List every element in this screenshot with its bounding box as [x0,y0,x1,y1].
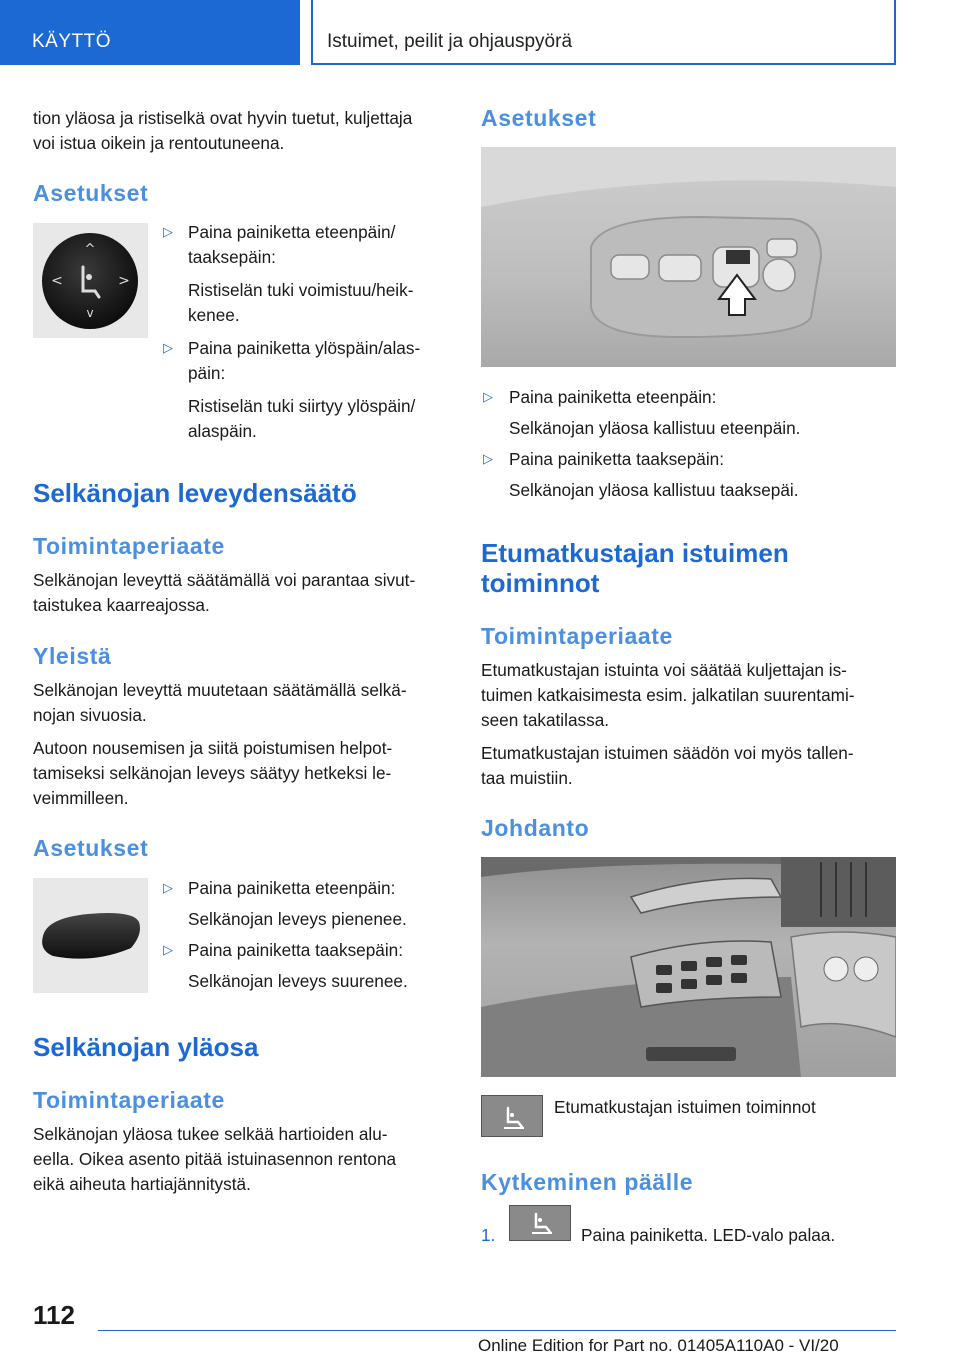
width-item-2-line-1: Paina painiketta taaksepäin: [188,940,403,960]
upper-backrest-heading: Selkänojan yläosa [33,1032,259,1062]
width-button-icon [33,878,148,993]
codriver-line-3: seen takatilassa. [481,710,610,730]
svg-text:^: ^ [84,242,96,257]
page-number: 112 [33,1300,75,1330]
lumbar-item-2-line-2: päin: [188,363,226,383]
lumbar-item-1-result-1: Ristiselän tuki voimistuu/heik- [188,280,414,300]
general-heading: Yleistä [33,643,112,669]
lumbar-item-1-line-2: taaksepäin: [188,247,276,267]
width-item-2-result: Selkänojan leveys suurenee. [188,971,408,991]
lumbar-item-2-result-2: alaspäin. [188,421,257,441]
width-item-1-line-1: Paina painiketta eteenpäin: [188,878,396,898]
step-text: Paina painiketta. LED-valo palaa. [581,1225,836,1245]
lumbar-controller-picture [33,223,148,338]
general-line-1: Selkänojan leveyttä muutetaan säätämällä selkä- [33,680,407,700]
general-line-4: tamiseksi selkänojan leveys säätyy hetkeksi le- [33,763,392,783]
bullet-icon: ▷ [483,451,493,466]
upper-line-3: eikä aiheuta hartiajännitystä. [33,1174,251,1194]
upper-item-2-line-1: Paina painiketta taaksepäin: [509,449,724,469]
general-line-5: veimmilleen. [33,788,129,808]
bullet-icon: ▷ [483,389,493,404]
intro-heading: Johdanto [481,815,590,841]
codriver-line-1: Etumatkustajan istuinta voi säätää kuljettajan is- [481,660,847,680]
edition-info: Online Edition for Part no. 01405A110A0 - VI/20 [478,1336,839,1355]
bullet-icon: ▷ [163,880,173,895]
codriver-heading-line-1: Etumatkustajan istuimen [481,538,789,568]
upper-principle-heading: Toimintaperiaate [33,1087,225,1113]
seat-switch-illustration [481,147,896,367]
lumbar-item-2-line-1: Paina painiketta ylöspäin/alas- [188,338,421,358]
general-line-3: Autoon nousemisen ja siitä poistumisen helpot- [33,738,393,758]
header-section-label: KÄYTTÖ [32,31,112,52]
step-number: 1. [481,1225,496,1245]
step-button-picture [509,1205,571,1241]
lumbar-settings-heading: Asetukset [33,180,149,206]
upper-item-1-result: Selkänojan yläosa kallistuu eteenpäin. [509,418,801,438]
codriver-line-4: Etumatkustajan istuimen säädön voi myös tallen- [481,743,854,763]
seat-switch-picture [481,147,896,367]
svg-text:>: > [118,273,130,289]
width-item-1-result: Selkänojan leveys pienenee. [188,909,407,929]
width-principle-line-2: taistukea kaarreajossa. [33,595,210,615]
upper-line-2: eella. Oikea asento pitää istuinasennon rentona [33,1149,397,1169]
upper-line-1: Selkänojan yläosa tukee selkää hartioiden alu- [33,1124,388,1144]
codriver-line-2: tuimen katkaisimesta esim. jalkatilan suurentami- [481,685,855,705]
bullet-icon: ▷ [163,224,173,239]
intro-line-1: tion yläosa ja ristiselkä ovat hyvin tuetut, kuljettaja [33,108,413,128]
svg-text:<: < [51,273,63,289]
svg-text:v: v [86,306,94,320]
upper-settings-heading: Asetukset [481,105,597,131]
seat-adjust-icon [482,1096,543,1137]
intro-line-2: voi istua oikein ja rentoutuneena. [33,133,285,153]
codriver-function-caption: Etumatkustajan istuimen toiminnot [554,1097,816,1117]
header-section-tab [0,0,300,65]
width-principle-heading: Toimintaperiaate [33,533,225,559]
bullet-icon: ▷ [163,942,173,957]
switch-on-heading: Kytkeminen päälle [481,1169,694,1195]
seat-adjust-icon [510,1206,571,1241]
codriver-function-picture [481,1095,543,1137]
lumbar-item-2-result-1: Ristiselän tuki siirtyy ylöspäin/ [188,396,416,416]
codriver-heading-line-2: toiminnot [481,568,600,598]
header-chapter-title: Istuimet, peilit ja ohjauspyörä [327,31,573,52]
general-line-2: nojan sivuosia. [33,705,147,725]
codriver-principle-heading: Toimintaperiaate [481,623,673,649]
door-panel-picture [481,857,896,1077]
bullet-icon: ▷ [163,340,173,355]
width-adjust-heading: Selkänojan leveydensäätö [33,478,357,508]
header-title-box [311,0,896,65]
lumbar-item-1-result-2: kenee. [188,305,240,325]
width-settings-heading: Asetukset [33,835,149,861]
width-button-picture [33,878,148,993]
width-principle-line-1: Selkänojan leveyttä säätämällä voi parantaa sivut- [33,570,416,590]
upper-item-1-line-1: Paina painiketta eteenpäin: [509,387,717,407]
lumbar-item-1-line-1: Paina painiketta eteenpäin/ [188,222,396,242]
codriver-line-5: taa muistiin. [481,768,573,788]
footer-divider [98,1330,896,1331]
lumbar-controller-icon [33,223,148,338]
door-panel-illustration [481,857,896,1077]
upper-item-2-result: Selkänojan yläosa kallistuu taaksepäi. [509,480,799,500]
